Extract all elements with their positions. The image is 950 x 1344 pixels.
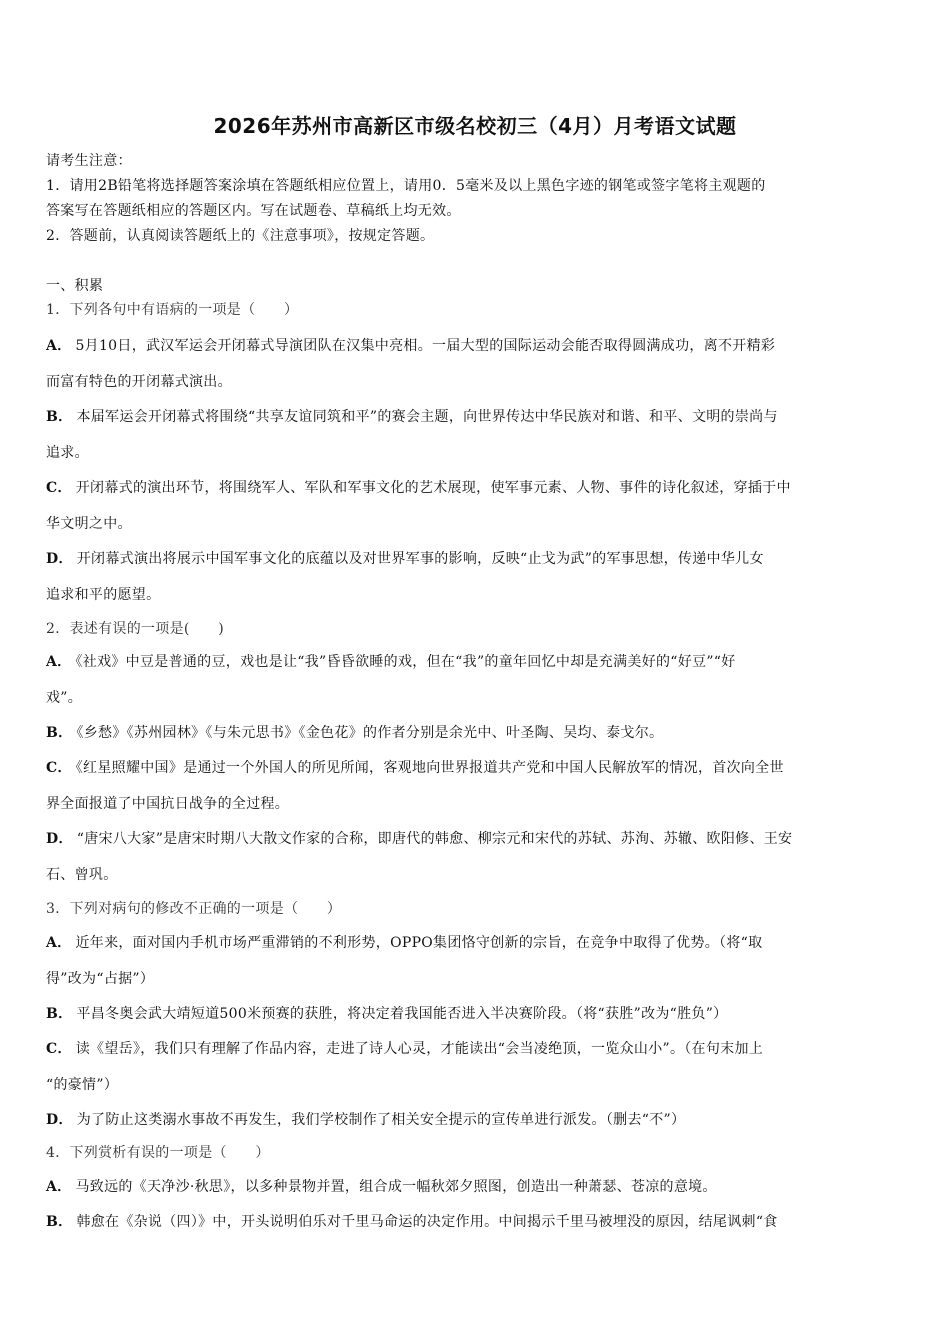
- option-label: A．: [46, 654, 72, 670]
- option-text: 韩愈在《杂说（四）》中，开头说明伯乐对千里马命运的决定作用。中间揭示千里马被埋没的原因，结尾讽刺“食: [76, 1214, 778, 1230]
- option-A: [46, 933, 908, 953]
- option-text: “唐宋八大家”是唐宋时期八大散文作家的合称，即唐代的韩愈、柳宗元和宋代的苏轼、苏洵、苏辙、欧阳修、王安: [76, 831, 793, 847]
- option-label: C．: [46, 760, 72, 776]
- option-label: C．: [46, 480, 72, 496]
- option-text: 近年来，面对国内手机市场严重滞销的不利形势，OPPO集团恪守创新的宗旨，在竞争中取得了优势。（将“取: [75, 935, 763, 951]
- option-C: [46, 758, 908, 778]
- option-label: D．: [46, 551, 73, 567]
- option-A: [46, 1177, 908, 1197]
- option-text: 《红星照耀中国》是通过一个外国人的所见所闻，客观地向世界报道共产党和中国人民解放军的情况，首次向全世: [75, 760, 784, 776]
- option-text: 马致远的《天净沙·秋思》，以多种景物并置，组合成一幅秋郊夕照图，创造出一种萧瑟、苍凉的意境。: [75, 1179, 717, 1195]
- option-label: D．: [46, 1112, 73, 1128]
- option-label: A．: [46, 338, 72, 354]
- notice-line: 2．答题前，认真阅读答题纸上的《注意事项》，按规定答题。: [46, 228, 435, 244]
- option-D: [46, 829, 908, 849]
- option-continuation: 石、曾巩。: [46, 867, 118, 883]
- question-stem: 3．下列对病句的修改不正确的一项是（ ）: [46, 901, 342, 917]
- option-continuation: 而富有特色的开闭幕式演出。: [46, 374, 232, 390]
- option-label: A．: [46, 1179, 72, 1195]
- page-title: 2026年苏州市高新区市级名校初三（4月）月考语文试题: [213, 114, 737, 138]
- option-C: [46, 1039, 908, 1059]
- option-D: [46, 549, 908, 569]
- option-A: [46, 652, 908, 672]
- option-continuation: “的豪情”）: [46, 1077, 119, 1093]
- option-text: 5月10日，武汉军运会开闭幕式导演团队在汉集中亮相。一届大型的国际运动会能否取得圆满成功，离不开精彩: [75, 338, 776, 354]
- option-text: 读《望岳》，我们只有理解了作品内容，走进了诗人心灵，才能读出“会当凌绝顶，一览众山小”。（在句末加上: [75, 1041, 764, 1057]
- option-continuation: 华文明之中。: [46, 516, 132, 532]
- section-heading: 一、积累: [46, 278, 104, 294]
- question-stem: 2．表述有误的一项是( ): [46, 621, 225, 637]
- option-B: [46, 1004, 908, 1024]
- option-B: [46, 723, 908, 743]
- option-label: C．: [46, 1041, 72, 1057]
- option-label: B．: [46, 1006, 73, 1022]
- notice-heading: 请考生注意：: [46, 153, 132, 169]
- option-B: [46, 407, 908, 427]
- option-label: B．: [46, 409, 73, 425]
- option-label: A．: [46, 935, 72, 951]
- option-B: [46, 1212, 908, 1232]
- option-continuation: 得”改为“占据”）: [46, 971, 155, 987]
- notice-line: 1．请用2B铅笔将选择题答案涂填在答题纸相应位置上，请用0．5毫米及以上黑色字迹的钢笔或签字笔将主观题的: [46, 178, 766, 194]
- option-label: D．: [46, 831, 73, 847]
- option-text: 本届军运会开闭幕式将围绕“共享友谊同筑和平”的赛会主题，向世界传达中华民族对和谐、和平、文明的崇尚与: [76, 409, 778, 425]
- option-text: 开闭幕式的演出环节，将围绕军人、军队和军事文化的艺术展现，使军事元素、人物、事件的诗化叙述，穿插于中: [75, 480, 791, 496]
- option-label: B．: [46, 725, 73, 741]
- question-stem: 4．下列赏析有误的一项是（ ）: [46, 1145, 270, 1161]
- option-text: 《乡愁》《苏州园林》《与朱元思书》《金色花》的作者分别是余光中、叶圣陶、吴均、泰戈尔。: [76, 725, 664, 741]
- question-stem: 1．下列各句中有语病的一项是（ ）: [46, 302, 299, 318]
- option-D: [46, 1110, 908, 1130]
- option-continuation: 追求。: [46, 445, 89, 461]
- option-text: 开闭幕式演出将展示中国军事文化的底蕴以及对世界军事的影响，反映“止戈为武”的军事思想，传递中华儿女: [76, 551, 764, 567]
- option-text: 《社戏》中豆是普通的豆，戏也是让“我”昏昏欲睡的戏，但在“我”的童年回忆中却是充满美好的“好豆”“好: [75, 654, 736, 670]
- option-continuation: 界全面报道了中国抗日战争的全过程。: [46, 796, 290, 812]
- option-label: B．: [46, 1214, 73, 1230]
- option-text: 平昌冬奥会武大靖短道500米预赛的获胜，将决定着我国能否进入半决赛阶段。（将“获胜”改为“胜负”）: [76, 1006, 728, 1022]
- option-A: [46, 336, 908, 356]
- option-text: 为了防止这类溺水事故不再发生，我们学校制作了相关安全提示的宣传单进行派发。（删去“不”）: [76, 1112, 686, 1128]
- option-continuation: 戏”。: [46, 690, 83, 706]
- option-C: [46, 478, 908, 498]
- option-continuation: 追求和平的愿望。: [46, 587, 161, 603]
- notice-line: 答案写在答题纸相应的答题区内。写在试题卷、草稿纸上均无效。: [46, 203, 461, 219]
